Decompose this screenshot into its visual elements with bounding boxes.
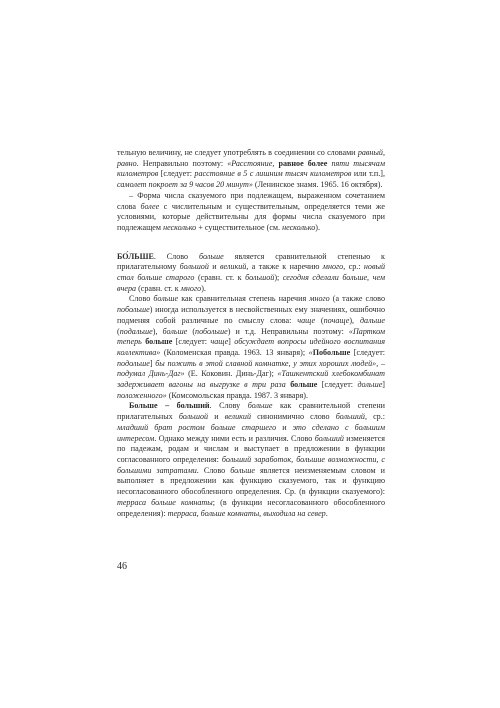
- text-run: больше: [198, 251, 224, 261]
- text-run: больший: [314, 433, 344, 443]
- text-run: (: [117, 326, 120, 336]
- text-run: большой: [178, 412, 209, 422]
- paragraph-p4: [117, 294, 385, 401]
- text-run: «Партком теперь: [117, 326, 385, 347]
- text-run: подальше: [119, 326, 153, 336]
- text-run: несколько: [282, 222, 316, 232]
- text-run: «: [308, 347, 313, 357]
- text-run: большой: [245, 273, 275, 283]
- text-run: . Слово: [153, 251, 199, 261]
- text-run: ; (в функции несогласованного обособленного определения):: [117, 497, 385, 518]
- text-run: синонимично слово: [251, 412, 336, 422]
- text-run: (сравн. ст. к: [136, 283, 181, 293]
- text-run: );: [274, 273, 283, 283]
- text-run: это сделано с большим интересом: [117, 422, 385, 443]
- text-run: почаще: [323, 315, 350, 325]
- text-run: (Ленинское знамя. 1965. 16 октября).: [252, 180, 383, 190]
- text-run: равное более: [278, 158, 328, 168]
- text-run: (: [187, 326, 196, 336]
- text-run: более: [140, 201, 160, 211]
- text-run: больше: [230, 465, 255, 475]
- text-run: ).: [315, 222, 320, 232]
- text-run: ),: [152, 326, 163, 336]
- paragraph-p1: [117, 148, 385, 191]
- page-number: 46: [117, 561, 127, 572]
- text-run: пяти тысячам километров: [117, 158, 385, 179]
- text-run: ).: [201, 283, 206, 293]
- text-run: , ср.:: [343, 262, 364, 272]
- text-run: больше: [162, 326, 188, 336]
- text-run: больше: [145, 337, 173, 347]
- text-run: несколько: [163, 222, 197, 232]
- text-run: изменяется по падежам, родам и числам и выступает в предложении в функции согласованного определения:: [117, 433, 385, 464]
- text-run: подольше: [117, 358, 150, 368]
- page-text-block: [117, 148, 385, 519]
- text-run: младший брат ростом больше старшего: [117, 422, 277, 432]
- text-run: много: [180, 283, 202, 293]
- text-run: обсуждает вопросы идейного воспитания коллектива»: [117, 337, 385, 357]
- paragraph-p3: [117, 252, 385, 295]
- text-run: тельную величину, не следует употреблять в соединении со словами: [117, 148, 358, 157]
- text-run: . Слово: [196, 465, 231, 475]
- text-run: (Коломенская правда. 1963. 13 января);: [160, 347, 309, 357]
- text-run: . Неправильно поэтому:: [136, 158, 228, 168]
- text-run: – Форма числа сказуемого при подлежащем, выраженном сочетанием слова: [117, 190, 385, 211]
- text-run: с числительным и существительным, определяется теми же условиями, которые действительны для формы числа сказуемого при подлежащем: [117, 201, 386, 232]
- text-run: Больше – больший: [129, 401, 210, 411]
- paragraph-gap: [117, 234, 385, 252]
- text-run: терраса, больше комнаты, выходила на север: [167, 508, 326, 518]
- text-run: больше: [290, 380, 318, 390]
- text-run: больше: [247, 401, 273, 411]
- text-run: и: [208, 262, 220, 272]
- text-run: . Слову: [209, 401, 248, 411]
- text-run: Слово: [129, 294, 154, 304]
- text-run: как сравнительной степени прилагательных: [117, 401, 385, 422]
- text-run: ) иногда используется в несвойственных ему значениях, ошибочно подменяя собой различные по смыслу слова:: [117, 305, 385, 325]
- text-run: чаще: [210, 337, 229, 347]
- text-run: [следует:: [158, 169, 195, 179]
- text-run: «Ташкентский хлебокомбинат задерживает вагоны на выгрузке в три раза: [117, 369, 386, 390]
- text-run: (сравн. ст. к: [194, 273, 246, 283]
- text-run: , а также к наречию: [246, 262, 323, 272]
- paragraph-p5: [117, 401, 385, 519]
- text-run: чаще: [297, 315, 316, 325]
- text-run: (Комсомольская правда. 1987. 3 января).: [166, 390, 308, 400]
- text-run: больше: [153, 294, 179, 304]
- text-run: ]: [382, 380, 385, 390]
- text-run: побольше: [117, 305, 150, 315]
- text-run: большой: [179, 262, 209, 272]
- text-run: (Е. Коковин. Динь-Даг);: [184, 369, 278, 379]
- text-run: [следует:: [317, 380, 358, 390]
- text-run: дольше: [357, 380, 383, 390]
- text-run: дальше: [359, 315, 385, 325]
- text-run: , ср.:: [364, 412, 385, 422]
- text-run: равный, равно: [117, 148, 385, 168]
- text-run: Побольше: [312, 347, 351, 357]
- text-run: больший: [335, 412, 365, 422]
- text-run: + существительное (см.: [196, 222, 283, 232]
- text-run: и: [208, 412, 225, 422]
- text-run: .: [325, 508, 328, 518]
- text-run: больший заработок, большие возможности, с большими затратами: [117, 454, 385, 475]
- text-run: ]: [149, 358, 156, 368]
- text-run: «Расстояние,: [227, 158, 279, 168]
- text-run: ) и т.д. Неправильны поэтому:: [227, 326, 349, 336]
- text-run: сегодня сделали больше, чем вчера: [117, 273, 385, 293]
- text-run: великий: [219, 262, 247, 272]
- text-run: или т.п.],: [351, 169, 385, 179]
- text-run: является неизменяемым словом и выполняет в предложении как функцию сказуемого, так и функцию несогласованного обособленного определения. Ср. (в функции сказуемого):: [117, 465, 385, 497]
- text-run: [следует:: [350, 347, 386, 357]
- text-run: великий: [224, 412, 252, 422]
- text-run: побольше: [195, 326, 228, 336]
- text-run: БО́ЛЬШЕ: [117, 251, 154, 261]
- text-run: много: [322, 262, 344, 272]
- text-run: бы пожить в этой славной комнатке, у этих хороших людей», – подумал Динь-Даг»: [117, 358, 385, 379]
- text-run: [следует:: [172, 337, 211, 347]
- text-run: ),: [349, 315, 360, 325]
- paragraph-p2: [117, 191, 385, 234]
- text-run: (а также слово: [329, 294, 385, 304]
- text-run: и: [276, 422, 293, 432]
- text-run: самолет покроет за 9 часов 20 минут»: [117, 180, 253, 190]
- text-run: как сравнительная степень наречия: [178, 294, 310, 304]
- text-run: новый стол больше старого: [117, 262, 386, 283]
- text-run: ]: [228, 337, 235, 347]
- text-run: (: [315, 315, 324, 325]
- text-run: расстояние в 5 с лишним тысяч километров: [194, 169, 352, 179]
- text-run: терраса больше комнаты: [117, 497, 213, 507]
- text-run: много: [309, 294, 330, 304]
- text-run: является сравнительной степенью к прилагательному: [117, 251, 385, 272]
- text-run: . Однако между ними есть и различия. Слово: [154, 433, 315, 443]
- text-run: положенного»: [117, 390, 167, 400]
